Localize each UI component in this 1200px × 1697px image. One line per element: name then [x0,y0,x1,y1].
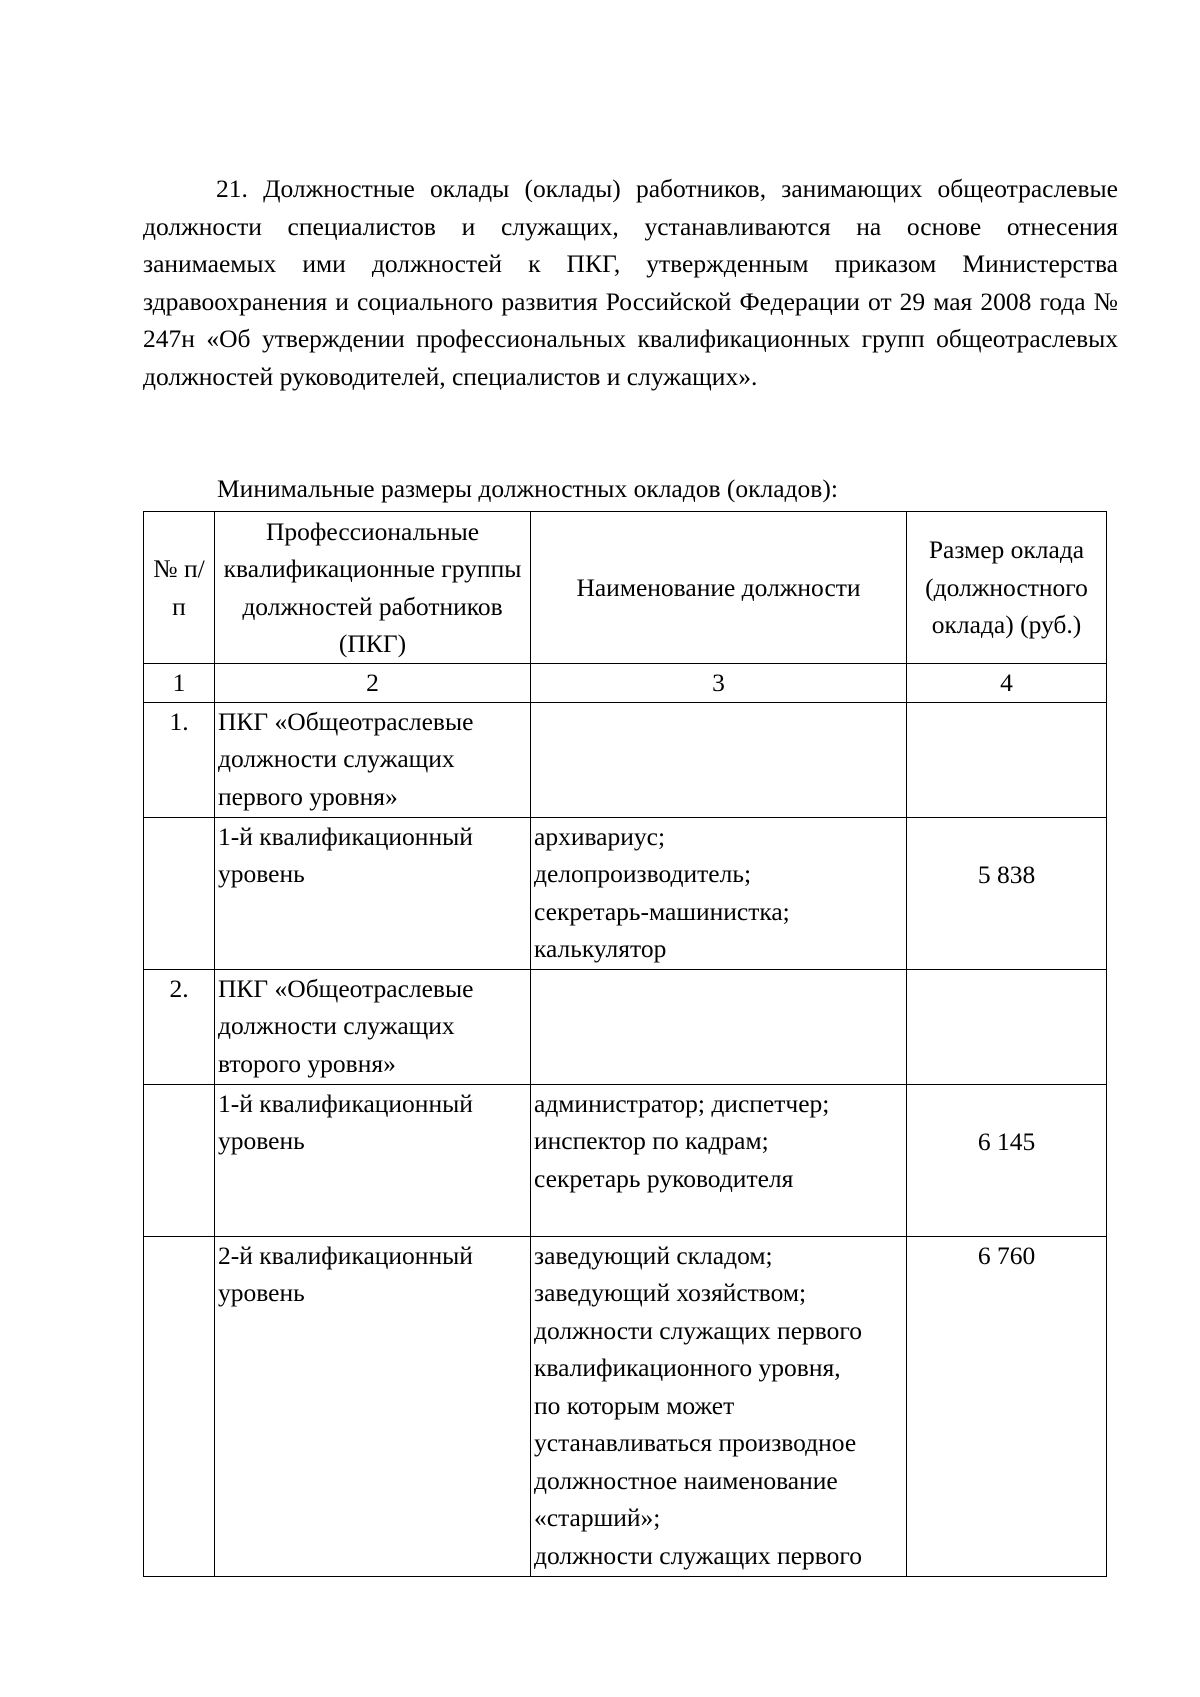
position-item: квалификационного уровня, [534,1353,841,1382]
column-number: 3 [531,664,907,703]
table-row [144,1236,1107,1576]
row-group: ПКГ «Общеотраслевые должности служащих второго уровня» [215,969,531,1084]
row-salary: 5 838 [907,817,1107,969]
column-number: 4 [907,664,1107,703]
row-group: 2-й квалификационный уровень [215,1236,531,1576]
row-positions [531,969,907,1084]
position-item: секретарь-машинистка; [534,896,790,926]
position-item: заведующий хозяйством; [534,1278,807,1307]
row-num [144,1084,215,1236]
table-row [144,1084,1107,1236]
row-group: 1-й квалификационный уровень [215,1084,531,1236]
row-positions [531,1084,907,1236]
column-number: 1 [144,664,215,703]
row-group: ПКГ «Общеотраслевые должности служащих первого уровня» [215,702,531,817]
row-num [144,817,215,969]
table-caption: Минимальные размеры должностных окладов (окладов): [217,474,838,503]
position-item: должностное наименование [534,1465,838,1495]
position-item: архивариус; [534,821,666,851]
row-salary: 6 760 [907,1236,1107,1576]
position-item: калькулятор [534,934,667,963]
row-positions [531,1236,907,1576]
table-row [144,817,1107,969]
position-item: инспектор по кадрам; [534,1126,769,1155]
position-item: по которым может [534,1390,735,1420]
header-num: № п/п [144,512,215,664]
row-salary [907,969,1107,1084]
body-paragraph: 21. Должностные оклады (оклады) работников, занимающих общеотраслевые должности специалистов и служащих, устанавливаются на основе отнесения занимаемых ими должностей к ПКГ, утвержденным приказом Министерства здравоохранения и социального развития Российской Федерации от 29 мая 2008 года № 247н «Об утверждении профессиональных квалификационных групп общеотраслевых должностей руководителей, специалистов и служащих». [143,174,1118,391]
row-positions [531,702,907,817]
position-item: секретарь руководителя [534,1163,794,1193]
table-row [144,702,1107,817]
table-header-row [144,512,1107,664]
header-position: Наименование должности [531,512,907,664]
column-number: 2 [215,664,531,703]
position-item: устанавливаться производное [534,1428,857,1457]
row-num [144,1236,215,1576]
row-num: 2. [144,969,215,1084]
header-group: Профессиональные квалификационные группы должностей работников (ПКГ) [215,512,531,664]
position-item: делопроизводитель; [534,859,752,888]
table-row [144,969,1107,1084]
row-salary [907,702,1107,817]
salary-table [143,511,1107,1577]
position-item: заведующий складом; [534,1240,773,1270]
column-numbers-row [144,664,1107,703]
row-num: 1. [144,702,215,817]
position-item: должности служащих первого [534,1540,862,1570]
header-salary: Размер оклада (должностного оклада) (руб.) [907,512,1107,664]
row-group: 1-й квалификационный уровень [215,817,531,969]
position-item: должности служащих первого [534,1315,862,1345]
position-item: «старший»; [534,1503,661,1532]
row-salary: 6 145 [907,1084,1107,1236]
position-item: администратор; диспетчер; [534,1088,830,1118]
row-positions [531,817,907,969]
